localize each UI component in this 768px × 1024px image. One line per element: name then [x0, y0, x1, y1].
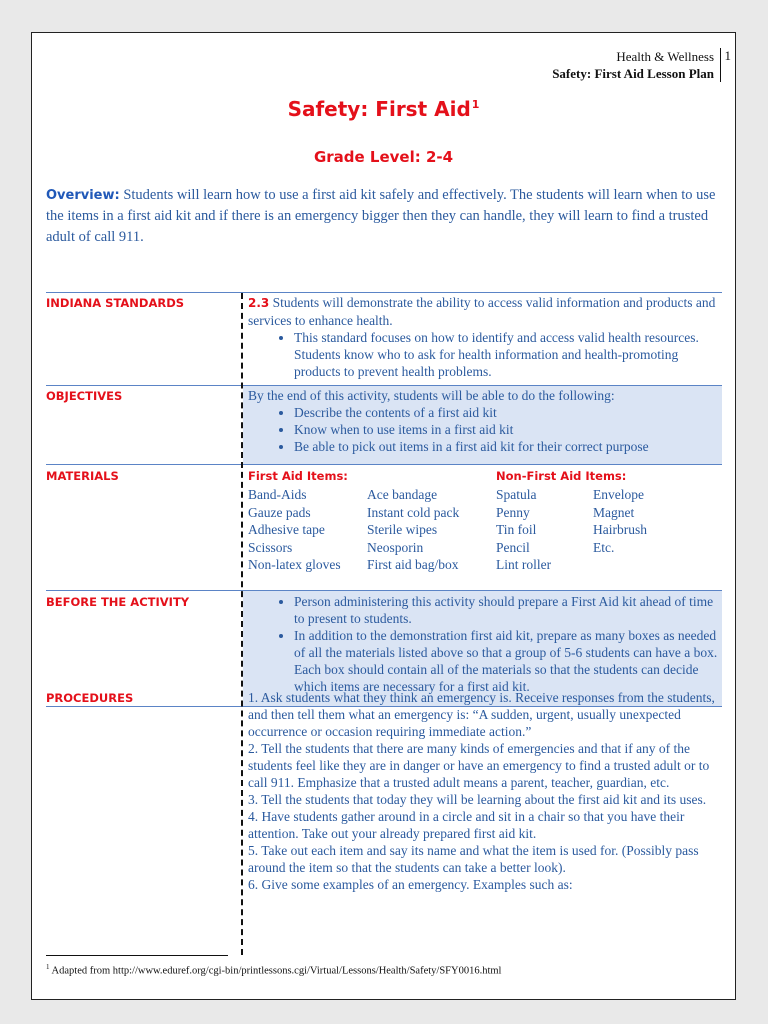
- objectives-intro: By the end of this activity, students will be able to do the following:: [248, 388, 615, 403]
- list-item: Tin foil: [496, 522, 537, 537]
- footnote-separator: [46, 955, 228, 956]
- page-number: 1: [724, 48, 731, 63]
- standard-text: Students will demonstrate the ability to access valid information and products and services to enhance health.: [248, 295, 716, 328]
- list-item: First aid bag/box: [367, 557, 459, 572]
- overview-text: Students will learn how to use a first aid kit safely and effectively. The students will learn when to use the items in a first aid kit and if there is an emergency bigger then they can handle, they will learn to find a trusted adult of call 911.: [46, 187, 716, 245]
- list-item: Hairbrush: [593, 522, 647, 537]
- list-item: Pencil: [496, 539, 530, 555]
- list-item: Gauze pads: [248, 504, 311, 520]
- list-item: Adhesive tape: [248, 522, 325, 537]
- procedure-step: 5. Take out each item and say its name and what the item is used for. (Possibly pass around the item so that the students can take a better look).: [248, 843, 699, 875]
- before-activity-list: [248, 593, 720, 695]
- header-subject: Health & Wellness: [616, 49, 714, 64]
- objectives-list: [248, 404, 720, 455]
- before-activity-label: BEFORE THE ACTIVITY: [46, 595, 190, 609]
- list-item: • This standard focuses on how to identify and access valid health resources. Students know who to ask for health information and health-promoting products to prevent health problems.: [294, 329, 720, 380]
- first-aid-list-col1: [248, 486, 341, 574]
- document-page: [31, 32, 736, 1000]
- first-aid-items-heading: First Aid Items:: [248, 469, 348, 483]
- standard-code: 2.3: [248, 296, 270, 310]
- list-item: Scissors: [248, 539, 293, 555]
- first-aid-list-col2: [367, 486, 459, 574]
- list-item: • Describe the contents of a first aid kit: [294, 404, 720, 421]
- row-rule: [46, 590, 722, 591]
- list-item: Spatula: [496, 487, 537, 502]
- list-item: • In addition to the demonstration first aid kit, prepare as many boxes as needed of all the materials listed above so that a group of 5-6 students can have a box. Each box should contain all of the materials so that the students can decide which items are necessary for a first aid kit.: [294, 627, 720, 695]
- procedures-label: PROCEDURES: [46, 691, 134, 705]
- before-activity-cell: [248, 593, 720, 695]
- procedure-step: 3. Tell the students that today they will be learning about the first aid kit and its uses.: [248, 792, 707, 807]
- list-item: Etc.: [593, 539, 615, 555]
- list-item: Envelope: [593, 487, 644, 502]
- list-item: Band-Aids: [248, 487, 307, 502]
- non-first-aid-list-col1: [496, 486, 551, 574]
- non-first-aid-items-heading: Non-First Aid Items:: [496, 469, 627, 483]
- list-item: Ace bandage: [367, 487, 438, 502]
- row-rule: [46, 385, 722, 386]
- grade-level: Grade Level: 2-4: [313, 148, 454, 166]
- footnote-mark: 1: [46, 963, 50, 971]
- page-title: [32, 97, 735, 121]
- non-first-aid-list-col2: [593, 486, 647, 556]
- title-footnote-mark: 1: [471, 98, 480, 112]
- header-lesson: Safety: First Aid Lesson Plan: [552, 66, 714, 81]
- list-item: Penny: [496, 504, 530, 520]
- list-item: Lint roller: [496, 557, 552, 572]
- list-item: Sterile wipes: [367, 522, 438, 537]
- materials-label: MATERIALS: [46, 469, 119, 483]
- list-item: Magnet: [593, 504, 635, 520]
- procedures-cell: [248, 689, 720, 893]
- running-header: [552, 48, 721, 82]
- standards-cell: [248, 294, 720, 380]
- list-item: • Know when to use items in a first aid kit: [294, 421, 720, 438]
- list-item: Neosporin: [367, 539, 424, 555]
- footnote-text: Adapted from http://www.eduref.org/cgi-bin/printlessons.cgi/Virtual/Lessons/Health/Safety/SFY0016.html: [49, 965, 502, 977]
- procedure-step: 1. Ask students what they think an emergency is. Receive responses from the students, and then tell them what an emergency is: “A sudden, urgent, usually unexpected occurrence or occasion requiring immediate action.”: [248, 690, 715, 739]
- standards-list: [248, 329, 720, 380]
- procedure-step: 2. Tell the students that there are many kinds of emergencies and that if any of the students feel like they are in danger or have an emergency to find a trusted adult or to call 911. Emphasize that a trusted adult means a parent, teacher, guardian, etc.: [248, 741, 710, 790]
- objectives-label: OBJECTIVES: [46, 389, 123, 403]
- list-item: • Person administering this activity should prepare a First Aid kit ahead of time to present to students.: [294, 593, 720, 627]
- standards-label: INDIANA STANDARDS: [46, 296, 185, 310]
- overview-paragraph: [46, 185, 726, 248]
- list-item: • Be able to pick out items in a first aid kit for their correct purpose: [294, 438, 720, 455]
- footnote: [46, 963, 501, 977]
- procedure-step: 6. Give some examples of an emergency. Examples such as:: [248, 877, 573, 892]
- table-top-rule: [46, 292, 722, 293]
- overview-label: Overview:: [46, 188, 120, 203]
- column-divider: [241, 293, 243, 955]
- title-text: Safety: First Aid: [287, 97, 471, 121]
- procedure-step: 4. Have students gather around in a circle and sit in a chair so that you have their attention. Take out your already prepared first aid kit.: [248, 809, 685, 841]
- objectives-cell: [248, 387, 720, 455]
- list-item: Instant cold pack: [367, 504, 460, 520]
- list-item: Non-latex gloves: [248, 557, 341, 572]
- row-rule: [46, 464, 722, 465]
